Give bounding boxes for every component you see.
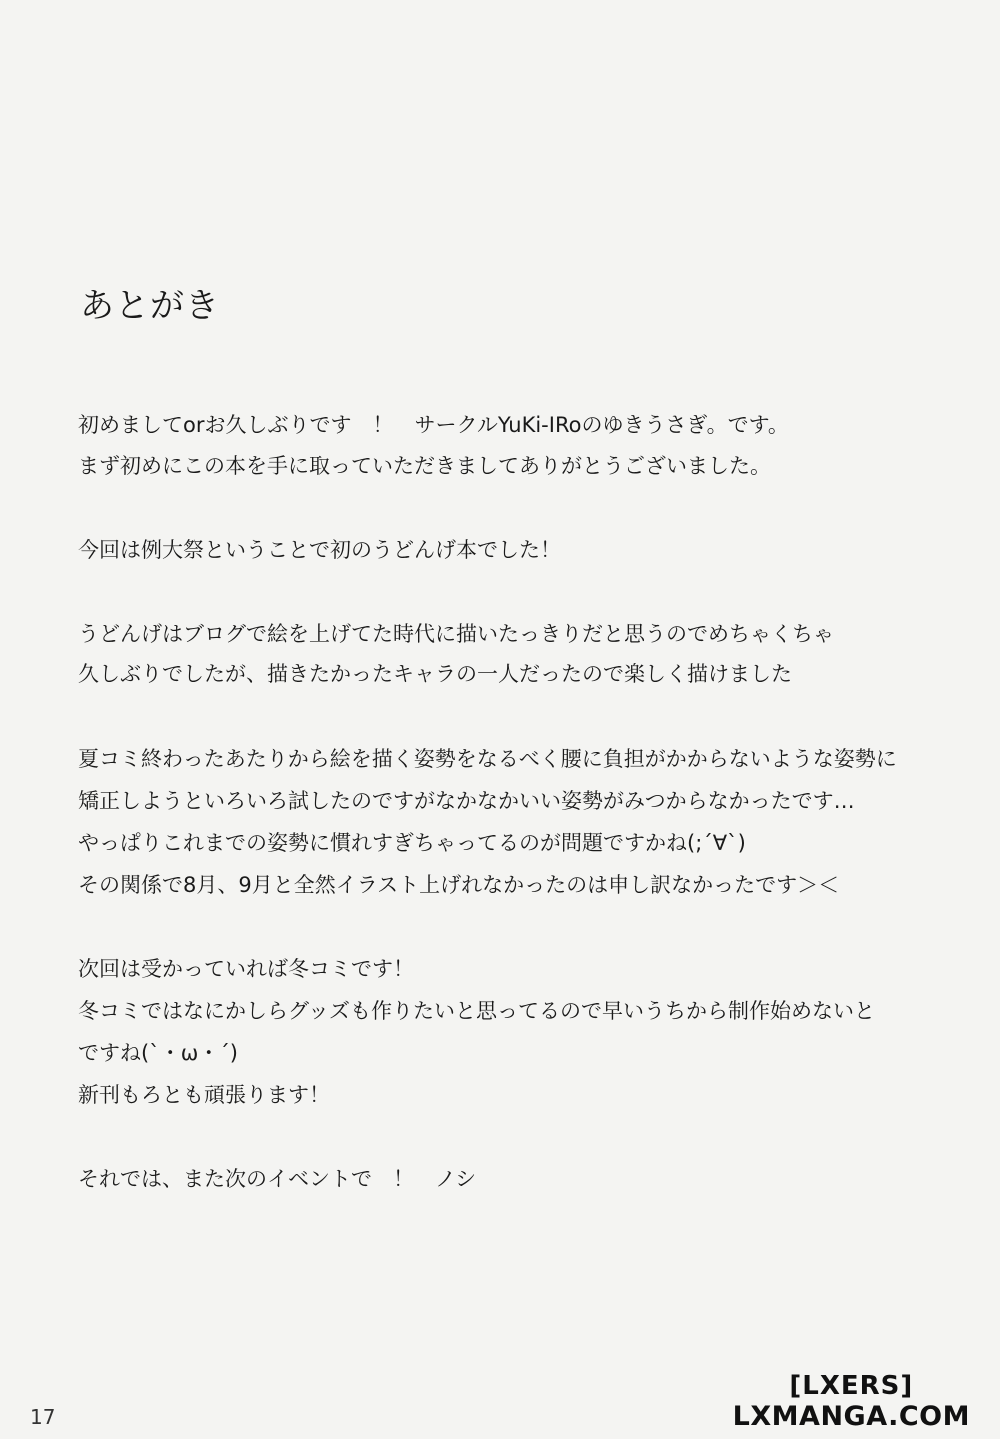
page-number: 17 bbox=[30, 1405, 56, 1429]
text-line: それでは、また次のイベントで ！ ノシ bbox=[78, 1167, 477, 1191]
text-line: やっぱりこれまでの姿勢に慣れすぎちゃってるのが問題ですかね(;´∀`) bbox=[78, 831, 746, 855]
text-line: その関係で8月、9月と全然イラスト上げれなかったのは申し訳なかったです＞＜ bbox=[78, 873, 840, 897]
text-line: まず初めにこの本を手に取っていただきましてありがとうございました。 bbox=[78, 454, 771, 478]
text-line: 久しぶりでしたが、描きたかったキャラの一人だったので楽しく描けました bbox=[78, 662, 792, 686]
text-line: うどんげはブログで絵を上げてた時代に描いたっきりだと思うのでめちゃくちゃ bbox=[78, 622, 834, 646]
text-line: 夏コミ終わったあたりから絵を描く姿勢をなるべく腰に負担がかからないような姿勢に bbox=[78, 747, 897, 771]
afterword-heading: あとがき bbox=[80, 286, 220, 326]
watermark-tag: [LXERS] bbox=[789, 1371, 914, 1401]
text-line: 次回は受かっていれば冬コミです！ bbox=[78, 957, 414, 981]
text-line: 冬コミではなにかしらグッズも作りたいと思ってるので早いうちから制作始めないと bbox=[78, 999, 875, 1023]
text-line: 矯正しようといろいろ試したのですがなかなかいい姿勢がみつからなかったです… bbox=[78, 789, 855, 813]
text-line: 今回は例大祭ということで初のうどんげ本でした！ bbox=[78, 538, 561, 562]
text-line: 初めましてorお久しぶりです ！ サークルYuKi-IRoのゆきうさぎ。です。 bbox=[78, 413, 789, 437]
text-line: ですね(`・ω・´) bbox=[78, 1041, 238, 1065]
text-line: 新刊もろとも頑張ります！ bbox=[78, 1083, 330, 1107]
site-watermark bbox=[733, 1371, 970, 1433]
watermark-site: LXMANGA.COM bbox=[732, 1401, 970, 1432]
